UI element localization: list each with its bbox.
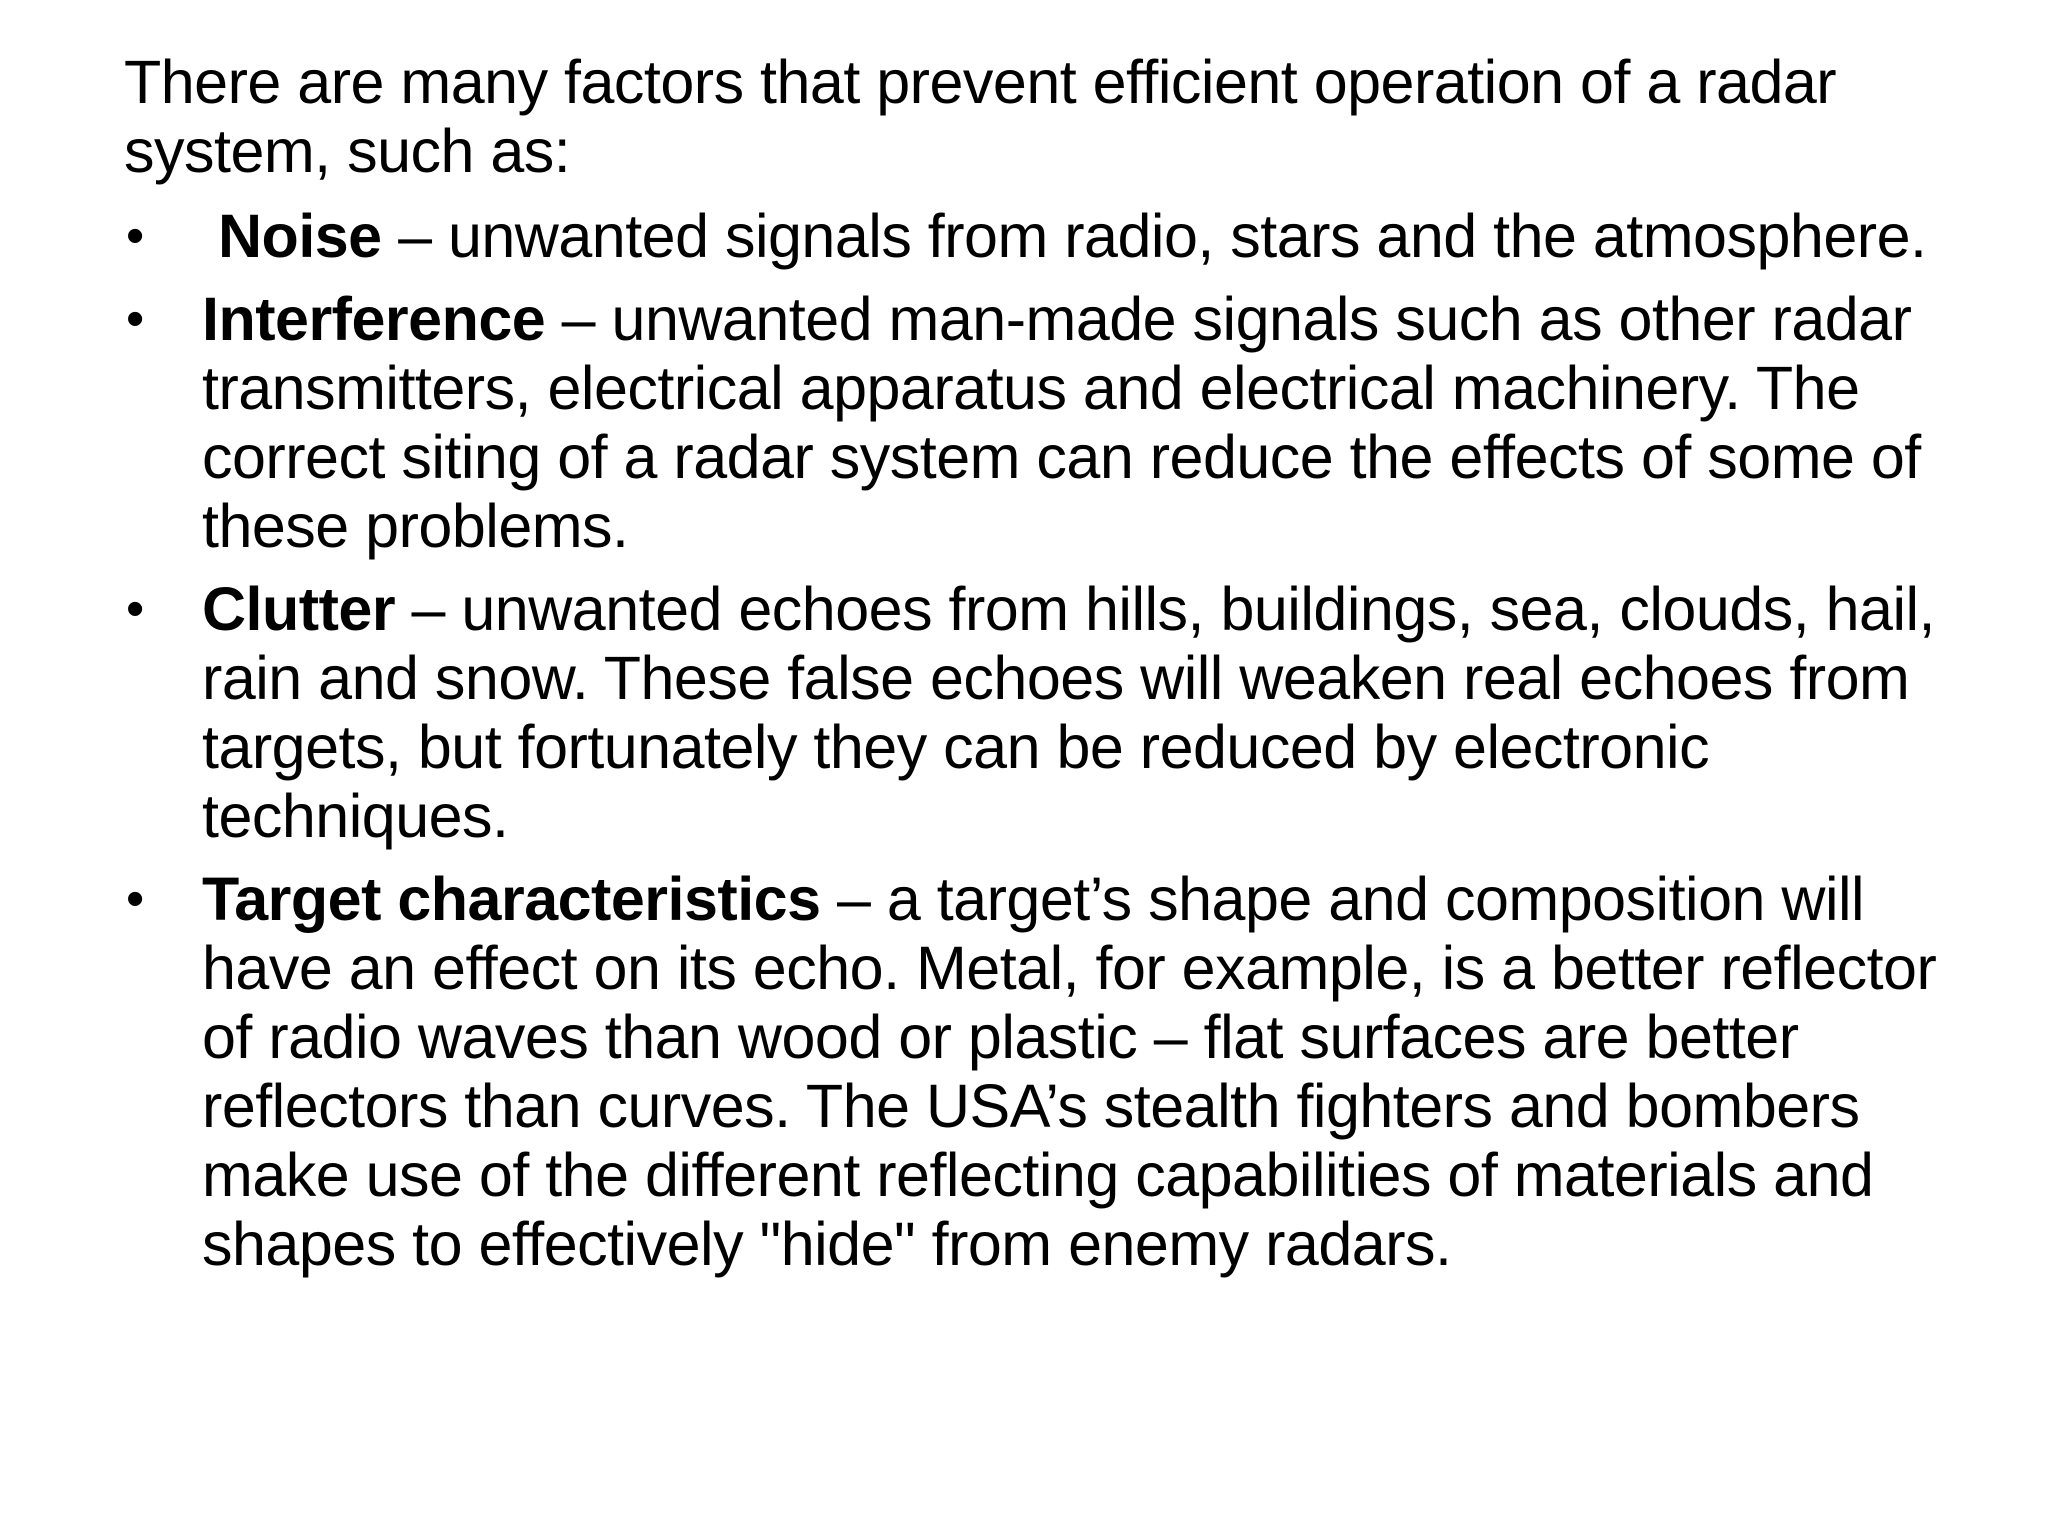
desc-interference: – unwanted man-made signals such as other radar transmitters, electrical apparatus and electrical machinery. The correct siting of a radar system can reduce the effects of some of these problems.	[202, 285, 1921, 560]
intro-text: There are many factors that prevent efficient operation of a radar system, such as:	[124, 48, 1837, 185]
slide-content	[124, 48, 1964, 1293]
factor-list	[124, 202, 1964, 1279]
list-item-target-characteristics	[124, 865, 1964, 1279]
bullet-icon: •	[126, 207, 144, 265]
term-target-characteristics: Target characteristics	[202, 865, 821, 933]
desc-target-characteristics: – a target’s shape and composition will have an effect on its echo. Metal, for example, is a better reflector of radio waves than wood or plastic – flat surfaces are better reflectors than curves. The USA’s stealth fighters and bombers make use of the different reflecting capabilities of materials and shapes to effectively "hide" from enemy radars.	[202, 865, 1937, 1278]
term-interference: Interference	[202, 285, 546, 353]
bullet-icon: •	[126, 580, 144, 638]
term-clutter: Clutter	[202, 575, 396, 643]
list-item-clutter	[124, 575, 1964, 851]
list-item-noise	[124, 202, 1964, 271]
bullet-icon: •	[126, 290, 144, 348]
desc-clutter: – unwanted echoes from hills, buildings, sea, clouds, hail, rain and snow. These false echoes will weaken real echoes from targets, but fortunately they can be reduced by electronic techniques.	[202, 575, 1936, 850]
term-noise: Noise	[218, 202, 382, 270]
list-item-interference	[124, 285, 1964, 561]
bullet-icon: •	[126, 870, 144, 928]
desc-noise: – unwanted signals from radio, stars and the atmosphere.	[381, 202, 1927, 270]
